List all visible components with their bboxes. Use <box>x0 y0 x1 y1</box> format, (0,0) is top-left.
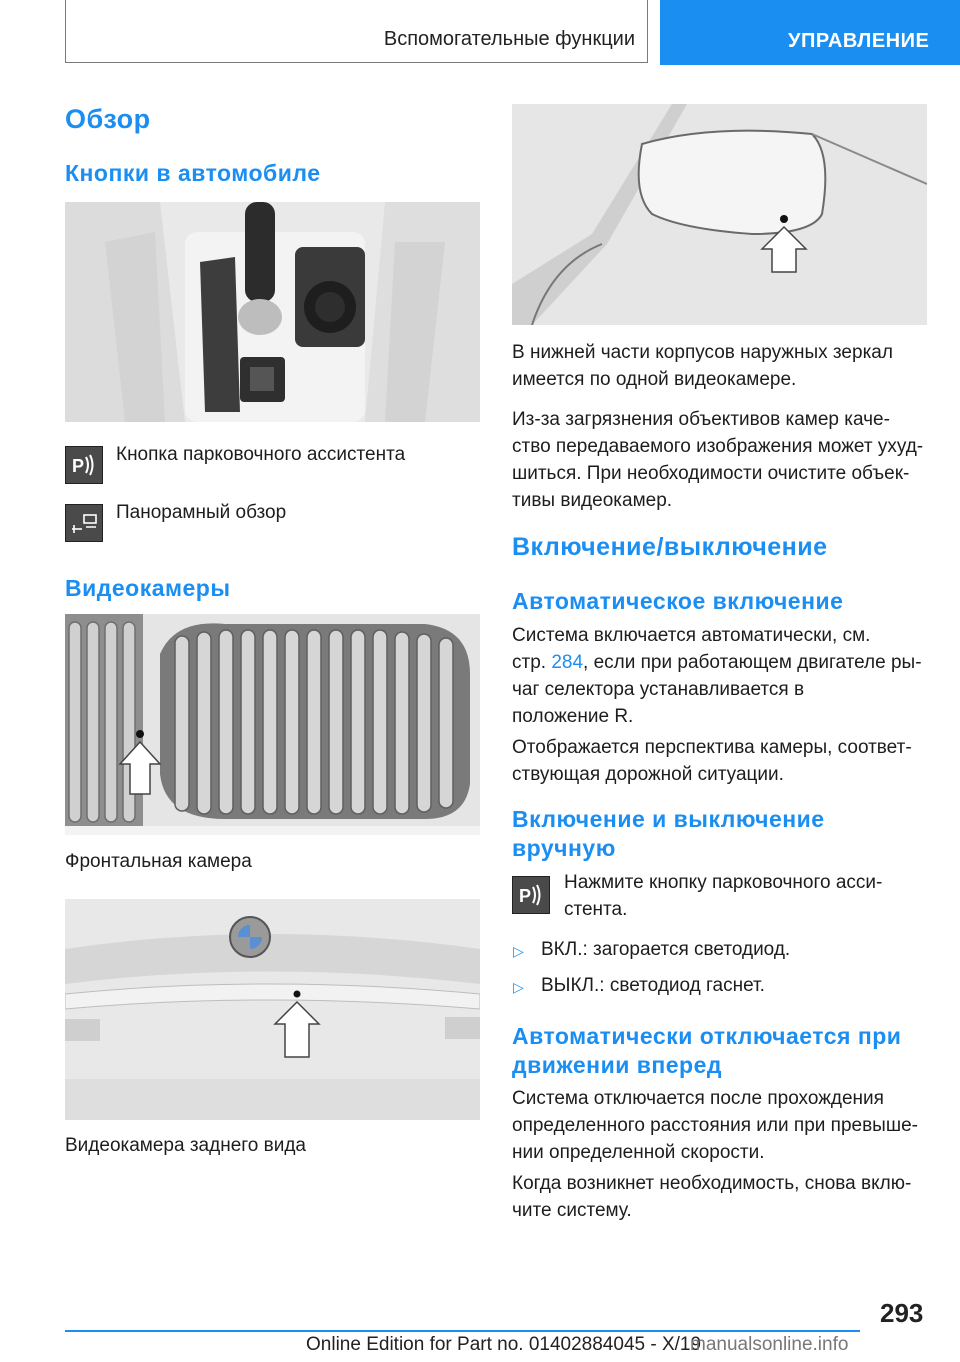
dirt-text-line-1: Из-за загрязнения объективов камер каче- <box>512 409 890 430</box>
front-camera-image <box>65 614 480 835</box>
park-assist-icon <box>512 876 550 914</box>
page-number: 293 <box>880 1298 924 1328</box>
park-assist-icon <box>65 446 103 484</box>
mirror-text-line-2: имеется по одной видеокамере. <box>512 369 797 390</box>
auto-text-line-4: положение R. <box>512 706 634 727</box>
off-text-line-1: Система отключается после прохождения <box>512 1088 884 1109</box>
mirror-text-line-1: В нижней части корпусов наружных зеркал <box>512 342 893 363</box>
mirror-camera-image <box>512 104 927 325</box>
panorama-view-icon <box>65 504 103 542</box>
heading-auto-off-line-2: движении вперед <box>512 1052 722 1078</box>
heading-auto-off-line-1: Автоматически отключается при <box>512 1023 902 1049</box>
footer-divider <box>65 1330 860 1332</box>
console-image <box>65 202 480 422</box>
subtitle-cameras: Видеокамеры <box>65 575 231 601</box>
rear-camera-image <box>65 899 480 1120</box>
page-title: Обзор <box>65 104 151 134</box>
svg-text:P: P <box>519 886 532 906</box>
rear-camera-caption: Видеокамера заднего вида <box>65 1135 306 1156</box>
bullet-off-text: ВЫКЛ.: светодиод гаснет. <box>541 975 765 996</box>
again-text-line-1: Когда возникнет необходимость, снова вклю- <box>512 1173 912 1194</box>
bullet-on-text: ВКЛ.: загорается светодиод. <box>541 939 791 960</box>
off-text-line-2: определенного расстояния или при превыше- <box>512 1115 918 1136</box>
subtitle-buttons: Кнопки в автомобиле <box>65 160 321 186</box>
dirt-text-line-3: шиться. При необходимости очистите объек- <box>512 463 910 484</box>
heading-on-off: Включение/выключение <box>512 533 828 561</box>
header-section-title: Вспомогательные функции <box>383 28 635 50</box>
auto-text-line-2: стр. 284, если при работающем двигателе ры- <box>512 652 922 673</box>
again-text-line-2: чите систему. <box>512 1200 632 1221</box>
heading-manual-line-1: Включение и выключение <box>512 806 825 832</box>
dirt-text-line-2: ство передаваемого изображения может ухуд- <box>512 436 924 457</box>
header-chapter-title: УПРАВЛЕНИЕ <box>788 30 930 52</box>
auto-text-line-3: чаг селектора устанавливается в <box>512 679 805 700</box>
auto-text-line-1: Система включается автоматически, см. <box>512 625 871 646</box>
off-text-line-3: нии определенной скорости. <box>512 1142 765 1163</box>
heading-manual-line-2: вручную <box>512 835 616 861</box>
panorama-label: Панорамный обзор <box>116 502 287 523</box>
bullet-triangle-icon: ▷ <box>513 979 524 995</box>
heading-auto-on: Автоматическое включение <box>512 588 844 614</box>
footer-edition: Online Edition for Part no. 01402884045 - X/19 <box>306 1334 702 1355</box>
perspective-text-line-1: Отображается перспектива камеры, соответ- <box>512 737 912 758</box>
dirt-text-line-4: тивы видеокамер. <box>512 490 673 511</box>
svg-text:P: P <box>72 456 85 476</box>
perspective-text-line-2: ствующая дорожной ситуации. <box>512 764 784 785</box>
front-camera-caption: Фронтальная камера <box>65 851 252 872</box>
bullet-triangle-icon: ▷ <box>513 943 524 959</box>
footer-watermark: manualsonline.info <box>690 1334 849 1355</box>
park-assist-label: Кнопка парковочного ассистента <box>116 444 406 465</box>
header-chapter-tab[interactable] <box>660 0 960 65</box>
page-reference-link[interactable]: 284 <box>551 652 584 673</box>
header-section-box <box>65 0 648 63</box>
press-text-line-1: Нажмите кнопку парковочного асси- <box>564 872 883 893</box>
press-text-line-2: стента. <box>564 899 628 920</box>
